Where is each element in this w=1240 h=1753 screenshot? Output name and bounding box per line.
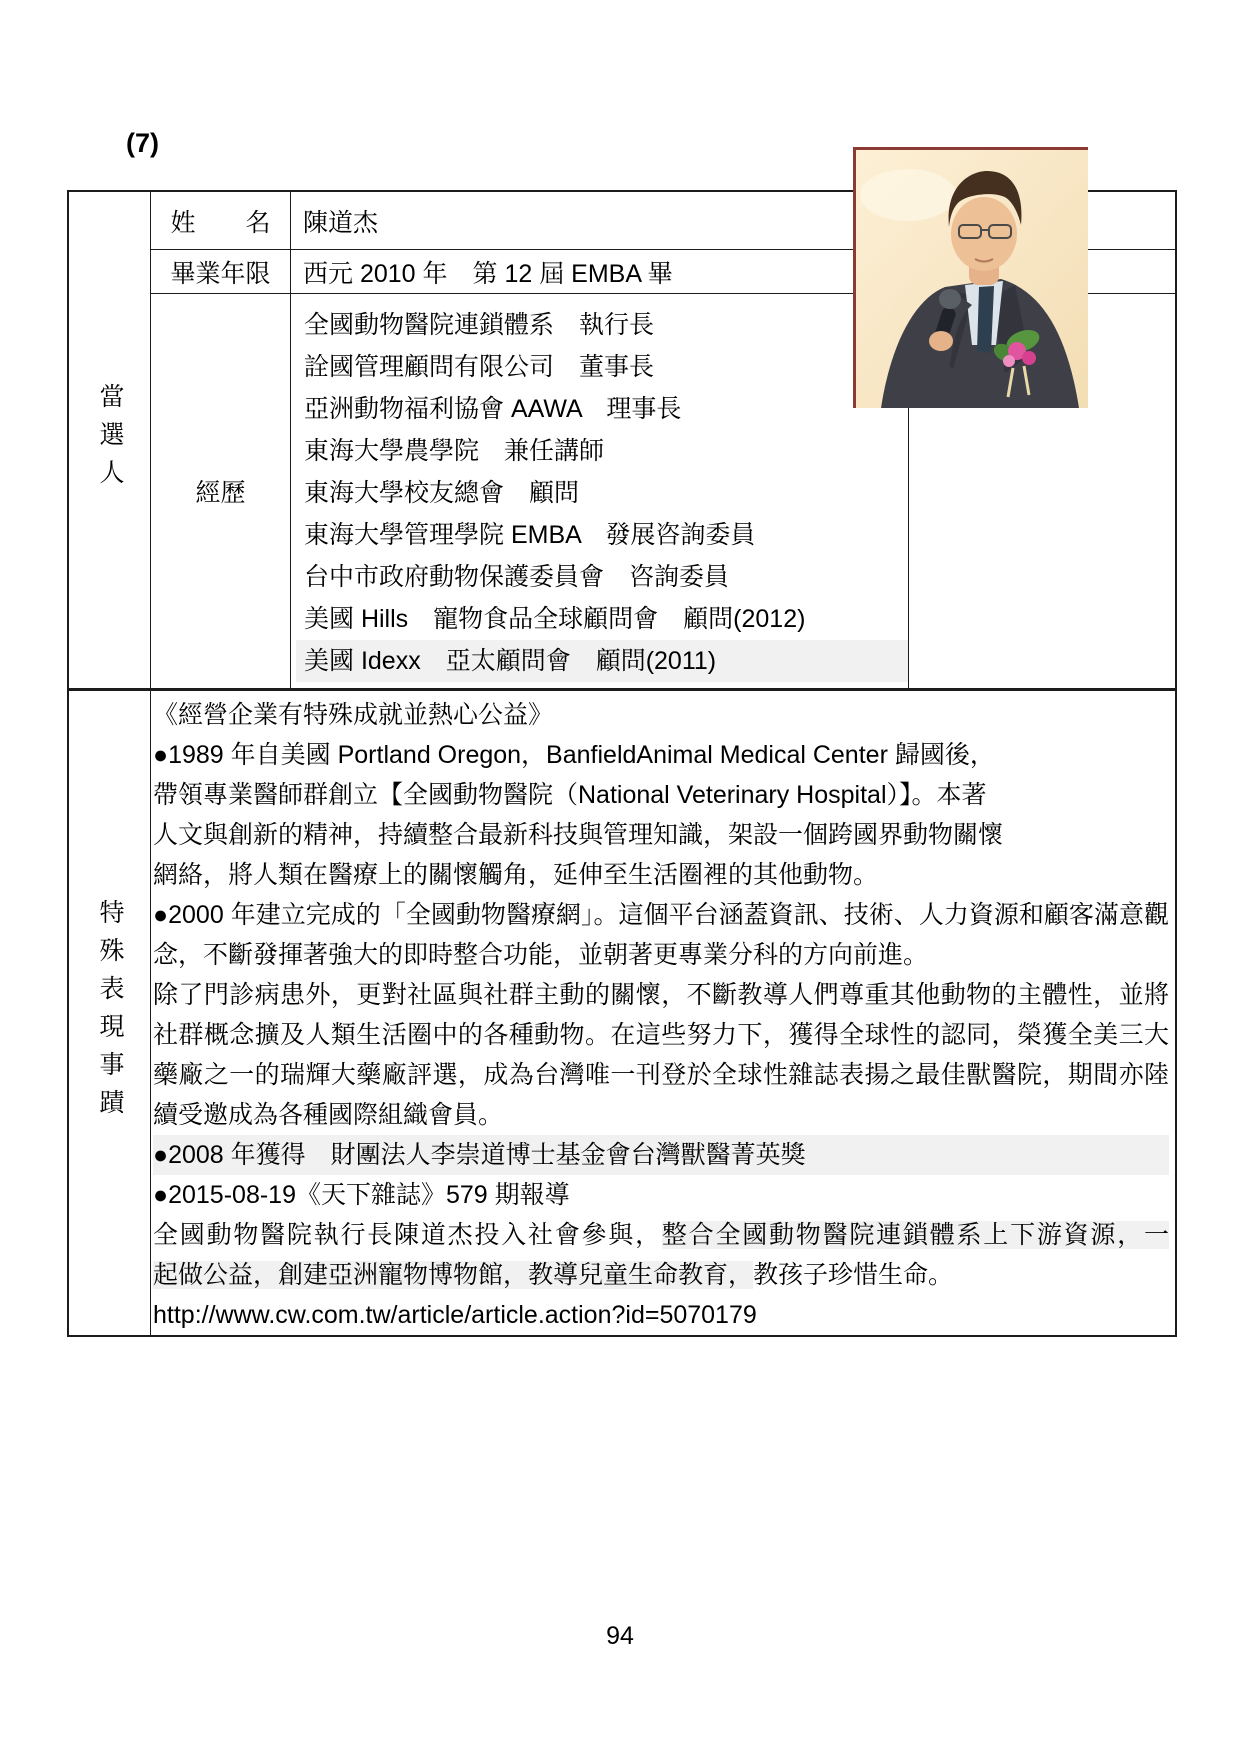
candidate-section-label: 當選人 <box>96 383 124 497</box>
achievements-section-label: 特殊表現事蹟 <box>96 899 124 1127</box>
experience-item: 台中市政府動物保護委員會 咨詢委員 <box>304 563 730 591</box>
text-segment: 網絡，將人類在醫療上的關懷觸角，延伸至生活圈裡的其他動物。 <box>153 861 879 889</box>
experience-item: 東海大學農學院 兼任講師 <box>304 437 605 465</box>
text-segment: 人文與創新的精神，持續整合最新科技與管理知識，架設一個跨國界動物關懷 <box>153 821 1004 849</box>
achievements-line-highlighted <box>153 1135 1169 1175</box>
achievements-line <box>153 935 1169 975</box>
experience-item: 全國動物醫院連鎖體系 執行長 <box>304 311 655 339</box>
url-text[interactable]: http://www.cw.com.tw/article/article.action?id=5070179 <box>153 1301 757 1329</box>
achievements-line <box>153 1055 1169 1095</box>
graduation-value: 西元 2010 年 第 12 屆 EMBA 畢 <box>303 259 673 288</box>
achievements-section-cell <box>69 691 150 1335</box>
achievements-line <box>153 855 1169 895</box>
text-segment-highlighted: 整合全國動物醫院連鎖體系上下游資源，一 <box>661 1221 1169 1249</box>
graduation-label-cell <box>151 250 290 293</box>
text-segment: 《經營企業有特殊成就並熱心公益》 <box>153 701 554 729</box>
candidate-section-cell <box>69 192 150 688</box>
experience-item: 東海大學管理學院 EMBA 發展咨詢委員 <box>304 521 756 549</box>
experience-item: 詮國管理顧問有限公司 董事長 <box>304 353 655 381</box>
name-value: 陳道杰 <box>303 208 379 237</box>
name-label-cell <box>151 192 290 249</box>
experience-list <box>296 294 908 682</box>
page-number: 94 <box>606 1622 634 1650</box>
experience-label: 經歷 <box>195 479 246 507</box>
section-number-heading: (7) <box>126 128 159 158</box>
experience-item: 亞洲動物福利協會 AAWA 理事長 <box>304 395 682 423</box>
text-segment: ●2000 年建立完成的「全國動物醫療網」。這個平台涵蓋資訊、技術、人力資源和顧客滿意觀 <box>153 901 1169 929</box>
achievements-line <box>153 815 1169 855</box>
achievements-line <box>153 695 1169 735</box>
text-segment: 除了門診病患外，更對社區與社群主動的關懷，不斷教導人們尊重其他動物的主體性，並將 <box>153 981 1169 1009</box>
text-segment: 全國動物醫院執行長陳道杰投入社會參與， <box>153 1221 662 1249</box>
achievements-line <box>153 895 1169 935</box>
speaker-portrait-photo <box>853 147 1088 408</box>
achievements-line <box>153 1175 1169 1215</box>
achievements-line <box>153 1015 1169 1055</box>
experience-item: 東海大學校友總會 顧問 <box>304 479 580 507</box>
achievements-text <box>153 691 1169 1335</box>
achievements-line <box>153 1095 1169 1135</box>
text-segment: 藥廠之一的瑞輝大藥廠評選，成為台灣唯一刊登於全球性雜誌表揚之最佳獸醫院，期間亦陸 <box>153 1061 1169 1089</box>
achievements-line <box>153 975 1169 1015</box>
text-segment: 帶領專業醫師群創立【全國動物醫院（National Veterinary Hospital）】。本著 <box>153 781 987 809</box>
text-segment: 續受邀成為各種國際組織會員。 <box>153 1101 504 1129</box>
text-segment: 念，不斷發揮著強大的即時整合功能，並朝著更專業分科的方向前進。 <box>153 941 929 969</box>
text-segment-highlighted: 起做公益，創建亞洲寵物博物館，教導兒童生命教育， <box>153 1261 754 1289</box>
achievements-line <box>153 1215 1169 1255</box>
achievements-line <box>153 775 1169 815</box>
text-segment: ●2008 年獲得 財團法人李崇道博士基金會台灣獸醫菁英獎 <box>153 1141 806 1169</box>
graduation-label: 畢業年限 <box>170 259 271 288</box>
experience-label-cell <box>151 294 290 688</box>
achievements-line <box>153 1255 1169 1295</box>
name-label: 姓 名 <box>170 208 271 237</box>
text-segment: 社群概念擴及人類生活圈中的各種動物。在這些努力下，獲得全球性的認同，榮獲全美三大 <box>153 1021 1169 1049</box>
article-url-link[interactable] <box>153 1295 1169 1335</box>
text-segment: 教孩子珍惜生命。 <box>753 1261 954 1289</box>
text-segment: ●2015-08-19《天下雜誌》579 期報導 <box>153 1181 570 1209</box>
achievements-line <box>153 735 1169 775</box>
text-segment: ●1989 年自美國 Portland Oregon，BanfieldAnimal Medical Center 歸國後， <box>153 741 995 769</box>
candidate-photo <box>853 147 1088 413</box>
experience-item-highlighted: 美國 Idexx 亞太顧問會 顧問(2011) <box>296 640 908 682</box>
experience-item: 美國 Hills 寵物食品全球顧問會 顧問(2012) <box>304 605 806 633</box>
